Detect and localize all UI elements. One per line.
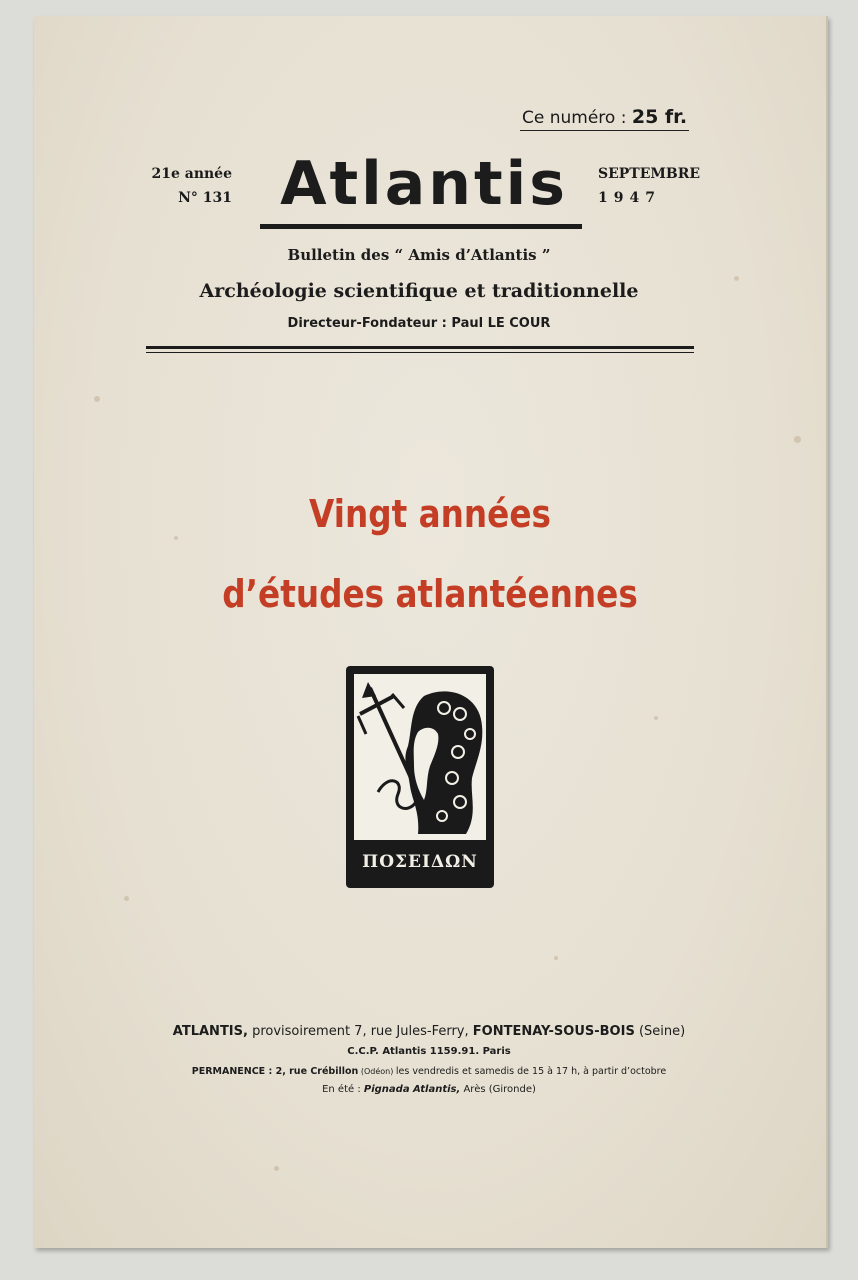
price-label: [520, 106, 689, 131]
permanence-label: PERMANENCE : 2, rue Crébillon: [191, 1066, 359, 1077]
paper-spot: [124, 896, 129, 901]
date-info: [598, 162, 708, 210]
paper-spot: [94, 396, 100, 402]
month: SEPTEMBRE: [598, 166, 701, 182]
city: FONTENAY-SOUS-BOIS: [472, 1024, 635, 1039]
masthead-underline: [260, 224, 582, 229]
poseidon-icon: [354, 674, 486, 840]
header-rule: [146, 346, 694, 349]
bulletin-line: Bulletin des “ Amis d’Atlantis ”: [287, 246, 551, 264]
paper-spot: [734, 276, 739, 281]
subtitle: Archéologie scientifique et traditionnelle: [199, 280, 639, 302]
paper-spot: [274, 1166, 279, 1171]
summer-label: En été :: [322, 1084, 364, 1095]
header-rule-thin: [146, 352, 694, 353]
masthead-title: Atlantis: [280, 149, 568, 219]
summer-location: Arès (Gironde): [460, 1084, 536, 1095]
price-value: 25 fr.: [631, 106, 688, 128]
magazine-cover: [34, 16, 828, 1248]
permanence-paren: (Odéon): [358, 1067, 396, 1076]
summer-place: Pignada Atlantis,: [363, 1084, 461, 1095]
paper-spot: [794, 436, 801, 443]
headline-line-1: Vingt années: [309, 492, 551, 536]
department: (Seine): [634, 1024, 686, 1039]
footer-summer: [104, 1084, 754, 1095]
issue-info: [142, 162, 232, 210]
publisher-name: ATLANTIS,: [172, 1024, 248, 1039]
headline-line-2: d’études atlantéennes: [222, 572, 638, 616]
address-text: provisoirement 7, rue Jules-Ferry,: [247, 1024, 473, 1039]
paper-spot: [654, 716, 658, 720]
permanence-hours: les vendredis et samedis de 15 à 17 h, à partir d’octobre: [395, 1066, 667, 1077]
footer-postal-account: C.C.P. Atlantis 1159.91. Paris: [347, 1046, 511, 1057]
director-line: Directeur-Fondateur : Paul LE COUR: [287, 316, 551, 331]
year: 1947: [598, 190, 661, 206]
year-of-publication: 21e année: [151, 166, 232, 182]
price-text: Ce numéro :: [522, 108, 627, 128]
footer-address: [104, 1024, 754, 1039]
issue-number: N° 131: [178, 190, 232, 206]
poseidon-illustration: [354, 674, 486, 840]
emblem-caption: ΠΟΣΕΙΔΩΝ: [362, 852, 478, 872]
footer-permanence: [104, 1066, 754, 1077]
poseidon-emblem: [346, 666, 494, 888]
paper-spot: [554, 956, 558, 960]
headline: [141, 474, 719, 634]
